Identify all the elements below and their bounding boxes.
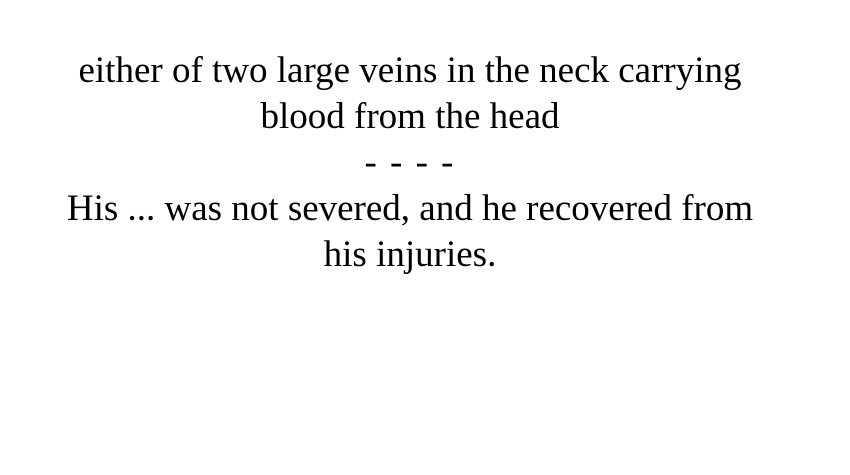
definition-text [0,48,820,140]
definition-line-2: blood from the head [260,96,560,137]
example-line-1: His ... was not severed, and he recovered from [66,188,754,229]
example-line-2: his injuries. [323,234,497,275]
separator: - - - - [364,142,456,183]
definition-line-1: either of two large veins in the neck carrying [78,50,742,91]
example-sentence [0,186,820,278]
